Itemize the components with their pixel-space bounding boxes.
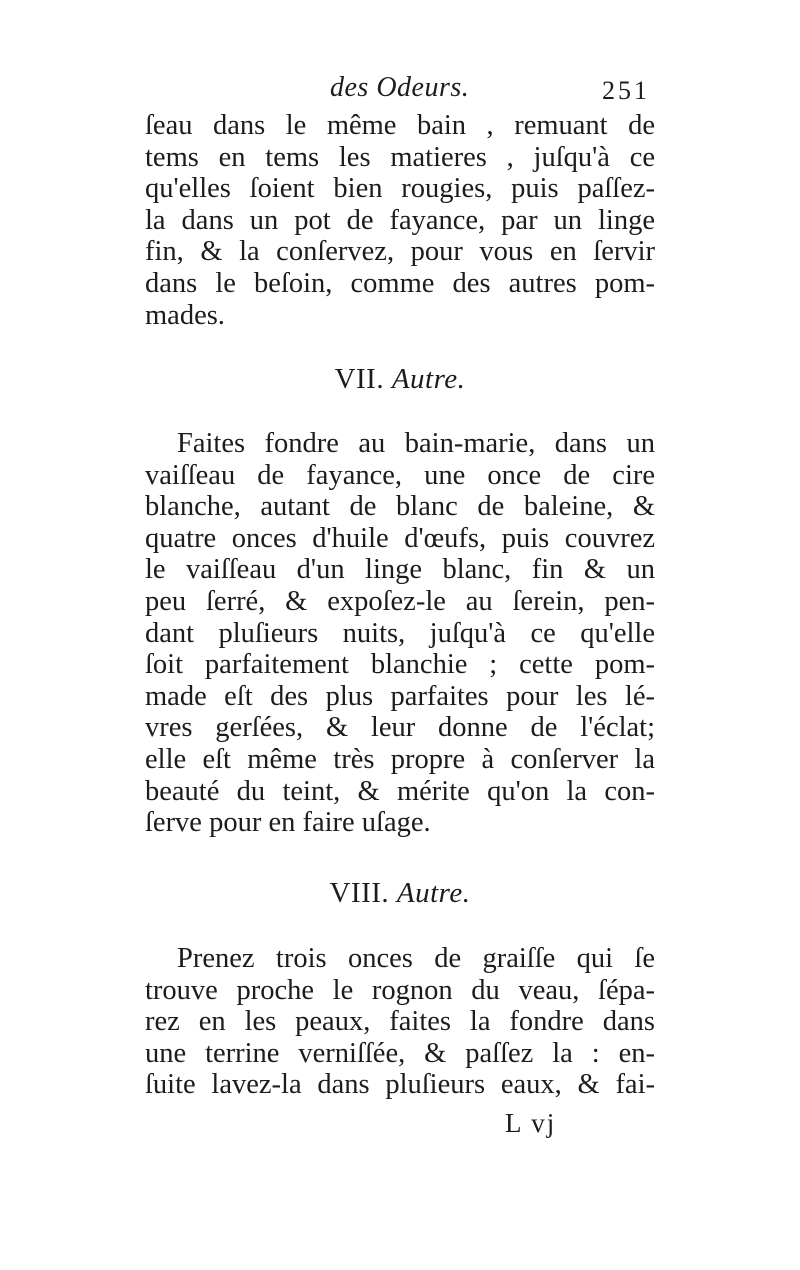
text-line: ſuite lavez-la dans pluſieurs eaux, & fai- — [145, 1069, 655, 1101]
text-line: mades. — [145, 299, 225, 331]
text-line: vaiſſeau de fayance, une once de cire — [145, 459, 655, 491]
text-line: fin, & la conſervez, pour vous en ſervir — [145, 236, 655, 268]
paragraph-recipe-viii — [145, 943, 655, 1101]
section-number: VIII. — [329, 877, 390, 909]
section-title: Autre. — [396, 877, 471, 909]
section-heading-vii — [0, 363, 800, 396]
text-line: trouve proche le rognon du veau, ſépa- — [145, 974, 655, 1006]
text-line: la dans un pot de fayance, par un linge — [145, 204, 655, 236]
text-line: ſeau dans le même bain , remuant de — [145, 110, 655, 141]
text-line: quatre onces d'huile d'œufs, puis couvrez — [145, 522, 655, 554]
text-line: made eſt des plus parfaites pour les lé- — [145, 680, 655, 712]
text-line: Prenez trois onces de graiſſe qui ſe — [177, 943, 655, 974]
text-line: elle eſt même très propre à conſerver la — [145, 743, 655, 775]
paragraph-recipe-vii — [145, 428, 655, 839]
text-line: ſoit parfaitement blanchie ; cette pom- — [145, 649, 655, 681]
text-line: qu'elles ſoient bien rougies, puis paſſez- — [145, 173, 655, 205]
text-line: ſerve pour en faire uſage. — [145, 807, 431, 839]
text-line: beauté du teint, & mérite qu'on la con- — [145, 775, 655, 807]
text-line: Faites fondre au bain-marie, dans un — [177, 428, 655, 459]
page-header — [0, 72, 800, 112]
text-line: dant pluſieurs nuits, juſqu'à ce qu'elle — [145, 617, 655, 649]
text-line: peu ſerré, & expoſez-le au ſerein, pen- — [145, 585, 655, 617]
text-line: rez en les peaux, faites la fondre dans — [145, 1006, 655, 1038]
text-line: dans le beſoin, comme des autres pom- — [145, 267, 655, 299]
signature-mark: L vj — [505, 1108, 557, 1138]
text-line: blanche, autant de blanc de baleine, & — [145, 491, 655, 523]
text-line: le vaiſſeau d'un linge blanc, fin & un — [145, 554, 655, 586]
section-number: VII. — [334, 363, 385, 395]
text-line: vres gerſées, & leur donne de l'éclat; — [145, 712, 655, 744]
section-heading-viii — [0, 877, 800, 910]
paragraph-continuation — [145, 110, 655, 331]
text-line: tems en tems les matieres , juſqu'à ce — [145, 141, 655, 173]
page-number: 251 — [602, 76, 650, 105]
section-title: Autre. — [391, 363, 466, 395]
text-line: une terrine verniſſée, & paſſez la : en- — [145, 1037, 655, 1069]
running-title: des Odeurs. — [330, 72, 470, 103]
